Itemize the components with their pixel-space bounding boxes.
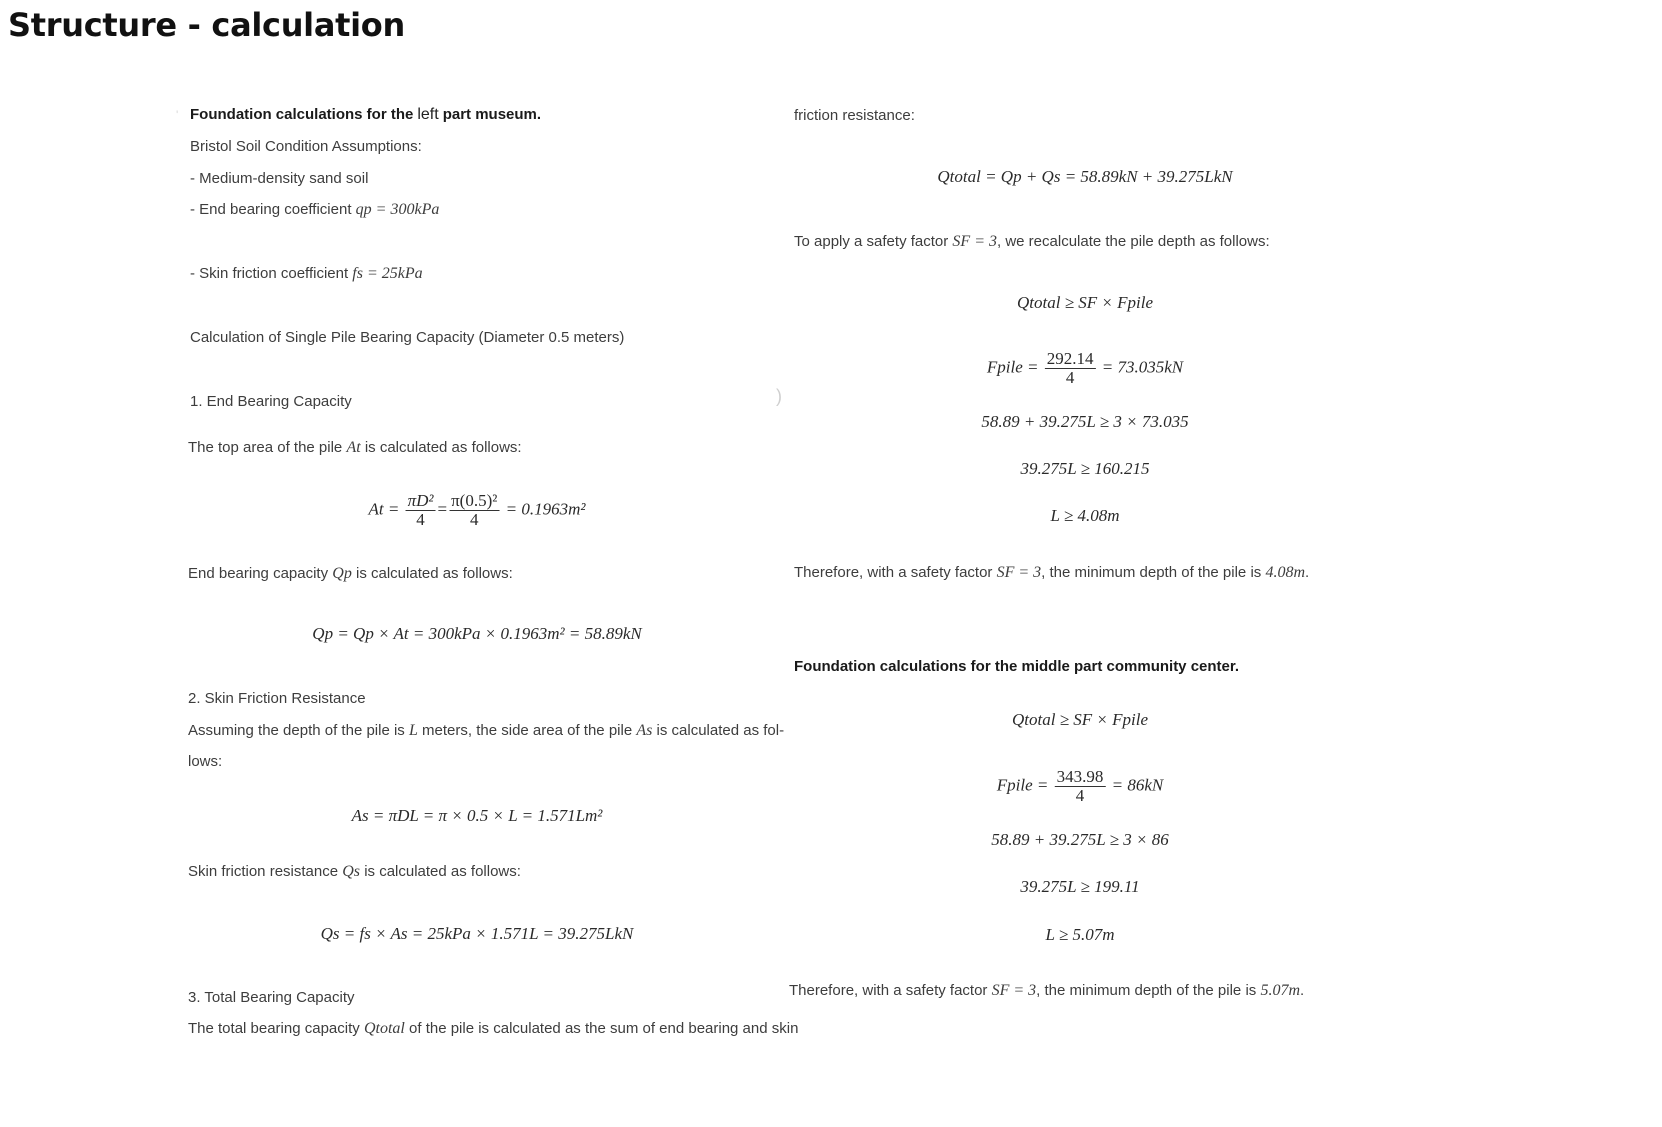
side-area-intro-c: is calculated as fol- xyxy=(656,722,785,739)
skin-friction-intro-before: Skin friction resistance xyxy=(188,863,339,880)
conclusion-1-sf: SF = 3 xyxy=(996,564,1042,581)
end-bearing-coefficient-label: - End bearing coefficient xyxy=(190,201,352,218)
eq-fpile1-lhs: Fpile = xyxy=(986,357,1039,377)
total-capacity-intro-before: The total bearing capacity xyxy=(188,1020,360,1037)
conclusion-2-mid: , the minimum depth of the pile is xyxy=(1036,982,1257,999)
eq-fpile2-fraction: $\frac{343.98}{4}$ xyxy=(1056,767,1104,805)
top-area-intro-before: The top area of the pile xyxy=(188,439,343,456)
eq-fpile2-lhs: Fpile = xyxy=(996,775,1049,795)
equation-side-area: As = πDL = π × 0.5 × L = 1.571Lm² xyxy=(351,806,603,825)
top-area-intro-after: is calculated as follows: xyxy=(364,439,522,456)
eq-fpile1-fraction: $\frac{292.14}{4}$ xyxy=(1046,349,1094,387)
heading-text-after: part museum. xyxy=(442,106,542,123)
heading-inline-word: left xyxy=(417,106,439,123)
side-area-intro-symbol-l: L xyxy=(408,722,418,739)
safety-factor-intro-value: SF = 3 xyxy=(952,233,997,250)
end-bearing-coefficient-value: qp = 300kPa xyxy=(355,201,440,218)
eq-fpile1-rhs: = 73.035kN xyxy=(1101,357,1184,377)
conclusion-1-before: Therefore, with a safety factor xyxy=(794,564,993,581)
conclusion-1-depth: 4.08m xyxy=(1265,564,1306,581)
eq-at-fraction-1: $\frac{\text{πD²}}{4}$ xyxy=(407,491,434,529)
end-bearing-coefficient xyxy=(190,201,439,219)
total-capacity-intro xyxy=(188,1020,798,1038)
top-area-intro xyxy=(188,439,522,457)
end-bearing-intro xyxy=(188,565,513,583)
conclusion-2-end: . xyxy=(1300,982,1305,999)
conclusion-2-sf: SF = 3 xyxy=(991,982,1037,999)
skin-friction-intro-symbol: Qs xyxy=(342,863,361,880)
page-title: Structure - calculation xyxy=(8,6,405,44)
conclusion-1-mid: , the minimum depth of the pile is xyxy=(1041,564,1262,581)
eq-at-fraction-2: $\frac{\text{π(0.5)²}}{4}$ xyxy=(451,491,498,529)
conclusion-2-before: Therefore, with a safety factor xyxy=(789,982,988,999)
safety-factor-intro-before: To apply a safety factor xyxy=(794,233,949,250)
equation-sum-2b: 39.275L ≥ 199.11 xyxy=(1020,877,1140,896)
side-area-intro-line-1 xyxy=(188,722,784,740)
equation-inequality-2: Qtotal ≥ SF × Fpile xyxy=(1011,710,1149,729)
equation-skin-friction: Qs = fs × As = 25kPa × 1.571L = 39.275LkN xyxy=(320,924,634,943)
equation-top-area xyxy=(369,492,586,529)
eq-at-equals: = xyxy=(437,499,448,519)
side-area-intro-symbol-as: As xyxy=(636,722,653,739)
total-capacity-intro-symbol: Qtotal xyxy=(363,1020,405,1037)
equation-length-2: L ≥ 5.07m xyxy=(1045,925,1115,944)
skin-friction-intro-after: is calculated as follows: xyxy=(364,863,521,880)
margin-tick: ' xyxy=(176,108,179,122)
top-area-intro-symbol: At xyxy=(346,439,361,456)
equation-end-bearing: Qp = Qp × At = 300kPa × 0.1963m² = 58.89kN xyxy=(312,624,642,643)
section-1-title: 1. End Bearing Capacity xyxy=(190,393,352,410)
equation-inequality-1: Qtotal ≥ SF × Fpile xyxy=(1016,293,1154,312)
equation-sum-1: 58.89 + 39.275L ≥ 3 × 73.035 xyxy=(981,412,1189,431)
conclusion-2 xyxy=(789,982,1304,1000)
middle-section-heading: Foundation calculations for the middle part community center. xyxy=(794,658,1240,675)
friction-resistance-line: friction resistance: xyxy=(794,107,915,124)
skin-friction-coefficient xyxy=(190,265,423,283)
assumptions-title: Bristol Soil Condition Assumptions: xyxy=(190,138,422,155)
left-section-heading xyxy=(190,106,541,124)
equation-length-1: L ≥ 4.08m xyxy=(1050,506,1120,525)
end-bearing-intro-before: End bearing capacity xyxy=(188,565,329,582)
conclusion-2-depth: 5.07m xyxy=(1260,982,1301,999)
eq-fpile2-rhs: = 86kN xyxy=(1111,775,1164,795)
soil-type: - Medium-density sand soil xyxy=(190,170,369,187)
skin-friction-intro xyxy=(188,863,521,881)
side-area-intro-a: Assuming the depth of the pile is xyxy=(188,722,405,739)
equation-sum-2: 58.89 + 39.275L ≥ 3 × 86 xyxy=(991,830,1169,849)
end-bearing-intro-after: is calculated as follows: xyxy=(356,565,513,582)
side-area-intro-b: meters, the side area of the pile xyxy=(422,722,633,739)
equation-pile-load-2 xyxy=(997,768,1163,805)
side-area-intro-line-2: lows: xyxy=(188,753,223,770)
safety-factor-intro-after: , we recalculate the pile depth as follows: xyxy=(997,233,1270,250)
eq-at-lhs: At = xyxy=(368,499,400,519)
equation-sum-1b: 39.275L ≥ 160.215 xyxy=(1020,459,1150,478)
conclusion-1-end: . xyxy=(1305,564,1310,581)
end-bearing-intro-symbol: Qp xyxy=(332,565,352,582)
heading-text-before: Foundation calculations for the xyxy=(190,106,414,123)
skin-friction-coefficient-value: fs = 25kPa xyxy=(352,265,423,282)
safety-factor-intro xyxy=(794,233,1270,251)
total-capacity-intro-after: of the pile is calculated as the sum of end bearing and skin xyxy=(409,1020,799,1037)
eq-at-rhs: = 0.1963m² xyxy=(505,499,586,519)
single-pile-title: Calculation of Single Pile Bearing Capacity (Diameter 0.5 meters) xyxy=(190,329,625,346)
column-bracket: ) xyxy=(776,386,782,406)
conclusion-1 xyxy=(794,564,1309,582)
skin-friction-coefficient-label: - Skin friction coefficient xyxy=(190,265,349,282)
section-2-title: 2. Skin Friction Resistance xyxy=(188,690,366,707)
section-3-title: 3. Total Bearing Capacity xyxy=(188,989,355,1006)
equation-total-capacity: Qtotal = Qp + Qs = 58.89kN + 39.275LkN xyxy=(937,167,1233,186)
equation-pile-load-1 xyxy=(987,350,1183,387)
